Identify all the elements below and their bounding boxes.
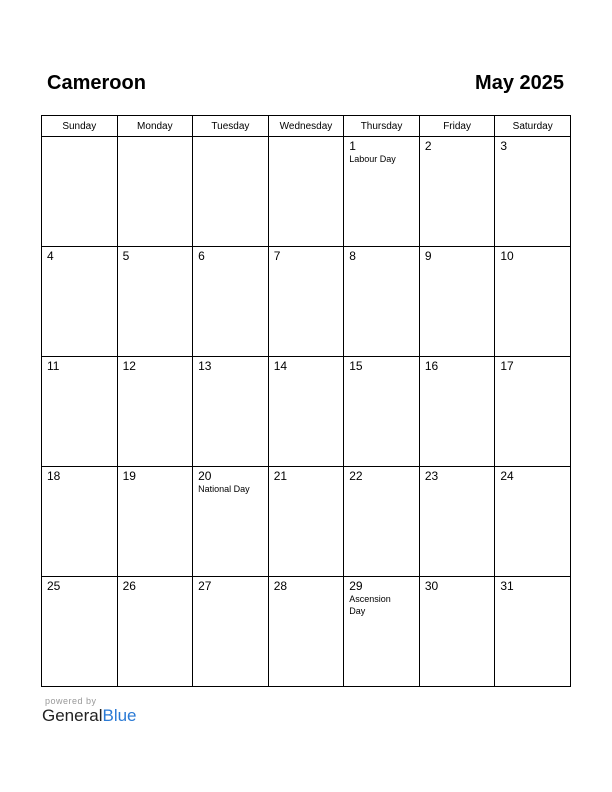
week-row bbox=[42, 467, 571, 577]
day-number: 23 bbox=[424, 469, 439, 483]
day-number: 5 bbox=[122, 249, 130, 263]
day-cell bbox=[42, 467, 118, 577]
day-number: 2 bbox=[424, 139, 432, 153]
day-cell bbox=[344, 467, 420, 577]
day-number: 26 bbox=[122, 579, 136, 593]
day-cell bbox=[117, 137, 193, 247]
day-number: 17 bbox=[500, 359, 514, 373]
day-number: 31 bbox=[500, 579, 514, 593]
week-row bbox=[42, 357, 571, 467]
day-cell bbox=[419, 247, 495, 357]
day-cell bbox=[344, 357, 420, 467]
weekday-header: Monday bbox=[117, 116, 193, 137]
day-cell bbox=[419, 137, 495, 247]
weekday-header-row bbox=[42, 116, 571, 137]
day-number: 21 bbox=[273, 469, 288, 483]
generalblue-logo bbox=[42, 706, 137, 726]
day-number: 28 bbox=[273, 579, 288, 593]
day-cell bbox=[193, 137, 269, 247]
country-title: Cameroon bbox=[47, 72, 146, 94]
day-cell bbox=[117, 467, 193, 577]
day-number: 16 bbox=[424, 359, 439, 373]
day-number: 25 bbox=[47, 579, 61, 593]
day-cell bbox=[495, 357, 571, 467]
day-number: 3 bbox=[500, 139, 508, 153]
day-number: 27 bbox=[198, 579, 212, 593]
day-cell bbox=[419, 577, 495, 687]
powered-by-text: powered by bbox=[45, 696, 97, 706]
day-cell bbox=[268, 577, 344, 687]
calendar-grid bbox=[41, 115, 571, 687]
day-number: 15 bbox=[349, 359, 363, 373]
footer-branding bbox=[42, 696, 137, 726]
day-number: 14 bbox=[273, 359, 288, 373]
day-number: 29 bbox=[349, 579, 363, 593]
day-number: 6 bbox=[198, 249, 205, 263]
brand-general: General bbox=[42, 706, 103, 725]
day-cell bbox=[193, 247, 269, 357]
day-cell bbox=[117, 577, 193, 687]
day-cell bbox=[419, 357, 495, 467]
day-number: 30 bbox=[424, 579, 439, 593]
day-cell bbox=[268, 467, 344, 577]
month-year-title: May 2025 bbox=[475, 72, 564, 94]
week-row bbox=[42, 247, 571, 357]
day-number: 19 bbox=[122, 469, 136, 483]
day-number: 11 bbox=[47, 359, 60, 373]
day-number: 1 bbox=[349, 139, 356, 153]
day-cell bbox=[344, 577, 420, 687]
day-cell bbox=[42, 357, 118, 467]
day-cell bbox=[495, 137, 571, 247]
day-cell bbox=[344, 247, 420, 357]
day-number: 9 bbox=[424, 249, 432, 263]
day-number: 13 bbox=[198, 359, 212, 373]
day-number: 20 bbox=[198, 469, 212, 483]
weekday-header: Tuesday bbox=[193, 116, 269, 137]
day-cell bbox=[42, 137, 118, 247]
day-number: 22 bbox=[349, 469, 363, 483]
holiday-label: National Day bbox=[198, 484, 250, 494]
day-number: 4 bbox=[47, 249, 54, 263]
day-number: 8 bbox=[349, 249, 356, 263]
day-number: 24 bbox=[500, 469, 514, 483]
weekday-header: Wednesday bbox=[268, 116, 344, 137]
weekday-header: Thursday bbox=[344, 116, 420, 137]
day-cell bbox=[193, 577, 269, 687]
day-cell bbox=[193, 357, 269, 467]
day-cell bbox=[344, 137, 420, 247]
day-cell bbox=[419, 467, 495, 577]
week-row bbox=[42, 577, 571, 687]
day-cell bbox=[495, 467, 571, 577]
brand-blue: Blue bbox=[102, 706, 137, 725]
day-cell bbox=[117, 247, 193, 357]
day-cell bbox=[495, 577, 571, 687]
day-number: 18 bbox=[47, 469, 61, 483]
weekday-header: Saturday bbox=[495, 116, 571, 137]
weekday-header: Friday bbox=[419, 116, 495, 137]
holiday-label: Labour Day bbox=[349, 154, 396, 164]
day-cell bbox=[42, 577, 118, 687]
day-number: 12 bbox=[122, 359, 136, 373]
day-cell bbox=[117, 357, 193, 467]
day-number: 7 bbox=[273, 249, 281, 263]
week-row bbox=[42, 137, 571, 247]
holiday-label: Ascension Day bbox=[349, 594, 391, 616]
day-number: 10 bbox=[500, 249, 514, 263]
day-cell bbox=[193, 467, 269, 577]
day-cell bbox=[268, 357, 344, 467]
day-cell bbox=[268, 247, 344, 357]
weekday-header: Sunday bbox=[42, 116, 118, 137]
day-cell bbox=[495, 247, 571, 357]
day-cell bbox=[268, 137, 344, 247]
day-cell bbox=[42, 247, 118, 357]
